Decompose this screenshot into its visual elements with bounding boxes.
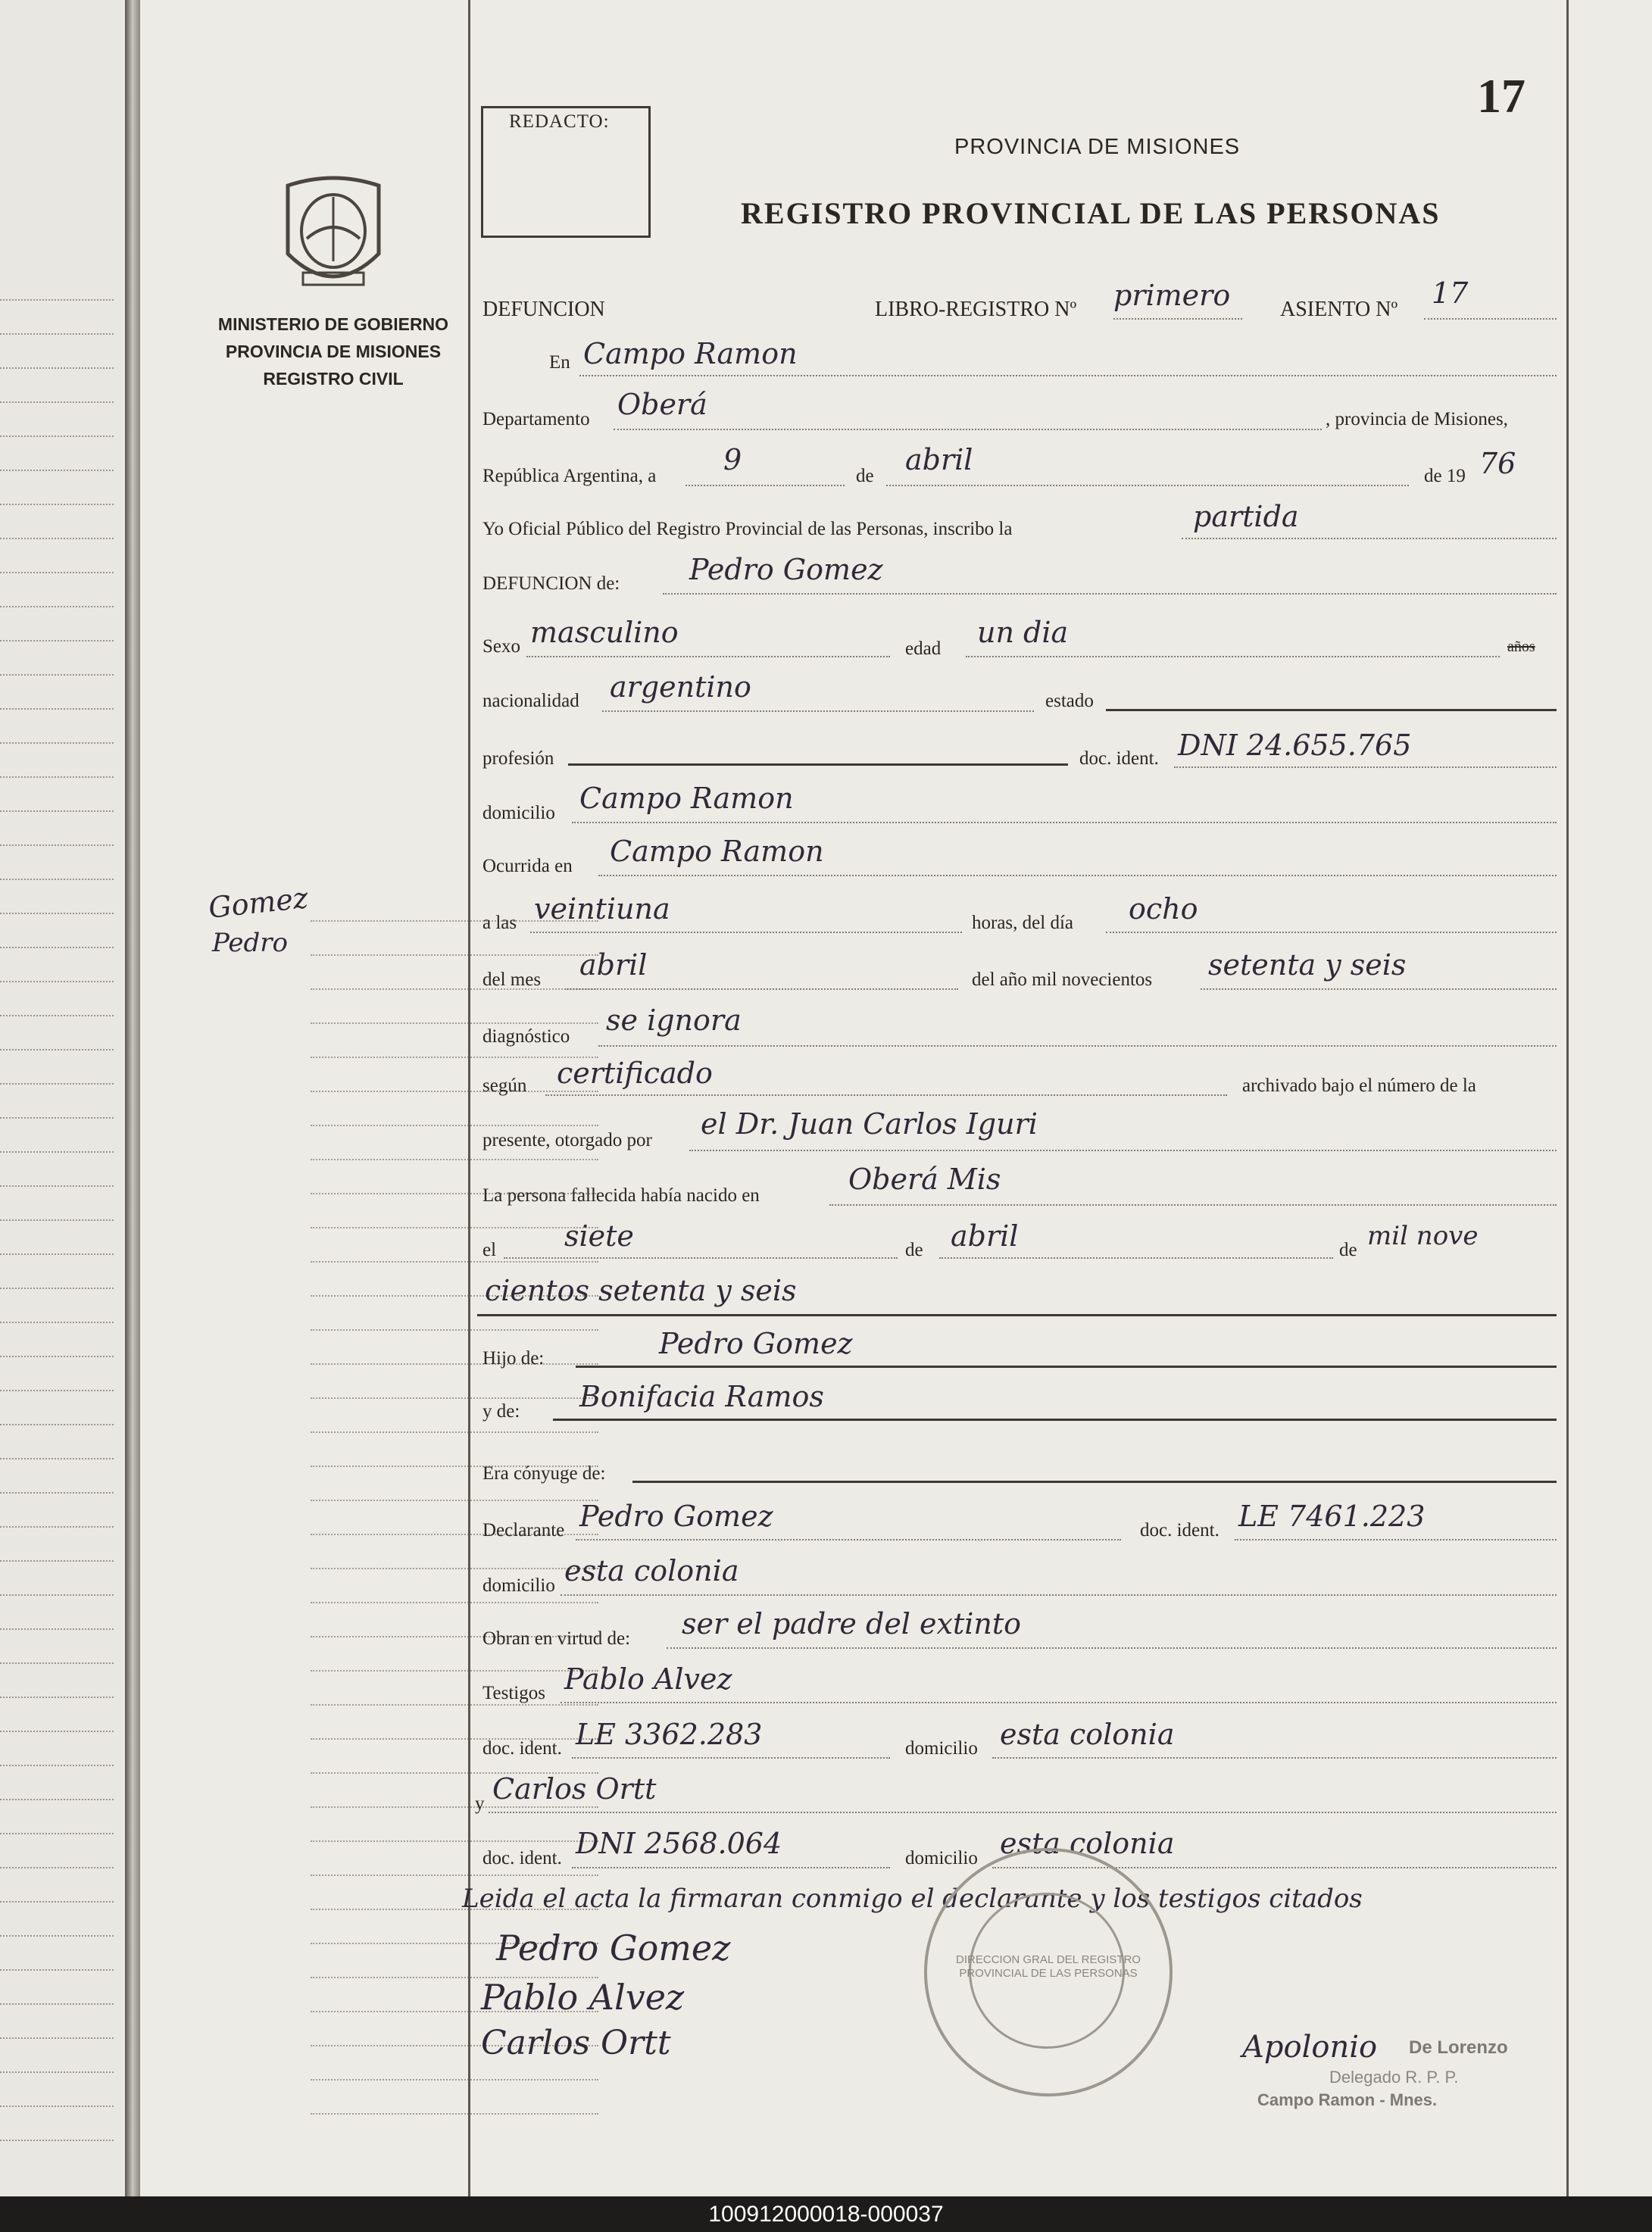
official-place-stamp: Campo Ramon - Mnes.	[1257, 2090, 1438, 2109]
nacido-label: La persona fallecida había nacido en	[482, 1185, 760, 1206]
nacionalidad-label: nacionalidad	[482, 691, 579, 711]
del-mes-label: del mes	[482, 969, 542, 990]
testigo2-value: Carlos Ortt	[492, 1772, 657, 1806]
en-label: En	[549, 352, 570, 373]
edad-label: edad	[905, 638, 942, 659]
right-border-line	[1566, 0, 1569, 2196]
decl-dom-label: domicilio	[482, 1575, 555, 1596]
registry-seal	[924, 1848, 1173, 2096]
ministry-block	[205, 311, 462, 392]
anio-mil-value: setenta y seis	[1208, 948, 1407, 982]
signature-witness1: Pablo Alvez	[481, 1977, 685, 2018]
de3-label: de	[1339, 1240, 1357, 1260]
anio-value: 76	[1479, 447, 1516, 480]
continuation-value: cientos setenta y seis	[485, 1274, 797, 1307]
t1-dom-label: domicilio	[905, 1738, 978, 1759]
t2-dom-label: domicilio	[905, 1848, 978, 1868]
hijo-label: Hijo de:	[482, 1348, 545, 1369]
el-label: el	[482, 1240, 497, 1260]
t2-doc-label: doc. ident.	[482, 1848, 562, 1868]
margin-note-name: Pedro	[212, 928, 288, 958]
obran-label: Obran en virtud de:	[482, 1628, 631, 1649]
testigos-value: Pablo Alvez	[564, 1662, 732, 1696]
archivado-label: archivado bajo el número de la	[1242, 1075, 1476, 1096]
ocurrida-label: Ocurrida en	[482, 856, 573, 876]
ocurrida-value: Campo Ramon	[610, 835, 824, 868]
diagnostico-value: se ignora	[606, 1004, 742, 1037]
nacido-value: Oberá Mis	[848, 1163, 1001, 1196]
page-number: 17	[1477, 69, 1526, 123]
presente-label: presente, otorgado por	[482, 1130, 652, 1150]
segun-value: certificado	[557, 1057, 713, 1090]
segun-label: según	[482, 1075, 527, 1096]
doc-ident-value: DNI 24.655.765	[1178, 729, 1412, 762]
decl-dom-value: esta colonia	[564, 1554, 739, 1587]
en-value: Campo Ramon	[583, 337, 798, 370]
conyuge-label: Era cónyuge de:	[482, 1463, 606, 1484]
doc-ident-label: doc. ident.	[1079, 748, 1159, 769]
y-de-label: y de:	[482, 1401, 520, 1422]
dia-value: 9	[723, 443, 742, 476]
profesion-label: profesión	[482, 748, 554, 769]
redacto-label: REDACTO:	[509, 111, 610, 132]
ministry-line2: PROVINCIA DE MISIONES	[225, 342, 442, 361]
mes-value: abril	[905, 443, 973, 476]
defuncion-heading: DEFUNCION	[482, 298, 605, 321]
signature-witness2: Carlos Ortt	[481, 2024, 671, 2062]
hijo-value: Pedro Gomez	[659, 1327, 853, 1360]
left-page	[0, 0, 127, 2196]
departamento-label: Departamento	[482, 409, 590, 429]
declarante-label: Declarante	[482, 1520, 565, 1541]
de-label: de	[856, 466, 874, 486]
signature-declarante: Pedro Gomez	[496, 1928, 731, 1968]
de2-label: de	[905, 1240, 923, 1260]
ministry-line1: MINISTERIO DE GOBIERNO	[217, 314, 449, 334]
closing-note: Leida el acta la firmaran conmigo el declarante y los testigos citados	[462, 1884, 1363, 1914]
book-spine	[125, 0, 140, 2196]
ministry-line3: REGISTRO CIVIL	[263, 369, 404, 389]
province-title: PROVINCIA DE MISIONES	[954, 135, 1241, 159]
presente-value: el Dr. Juan Carlos Iguri	[701, 1107, 1038, 1141]
el-value: siete	[564, 1219, 634, 1253]
del-mes-value: abril	[579, 948, 648, 982]
domicilio-label: domicilio	[482, 803, 555, 823]
defuncion-de-value: Pedro Gomez	[689, 553, 883, 586]
t1-doc-value: LE 3362.283	[576, 1718, 763, 1751]
libro-label: LIBRO-REGISTRO Nº	[875, 298, 1077, 321]
asiento-label: ASIENTO Nº	[1280, 298, 1398, 321]
provincia-label: , provincia de Misiones,	[1326, 409, 1508, 429]
de3-value: mil nove	[1367, 1221, 1479, 1251]
seal-text: DIRECCION GRAL DEL REGISTRO PROVINCIAL DE LAS PERSONAS	[956, 1953, 1141, 1980]
margin-note-surname: Gomez	[207, 881, 310, 925]
registry-title: REGISTRO PROVINCIAL DE LAS PERSONAS	[741, 196, 1441, 230]
t2-doc-value: DNI 2568.064	[576, 1827, 782, 1860]
testigos-label: Testigos	[482, 1683, 545, 1703]
estado-label: estado	[1045, 691, 1094, 711]
diagnostico-label: diagnóstico	[482, 1026, 570, 1047]
decl-doc-label: doc. ident.	[1140, 1520, 1219, 1541]
de19-label: de 19	[1424, 466, 1466, 486]
a-las-value: veintiuna	[534, 892, 670, 926]
republica-label: República Argentina, a	[482, 466, 657, 486]
nacionalidad-value: argentino	[610, 670, 751, 704]
departamento-value: Oberá	[617, 388, 707, 421]
t1-dom-value: esta colonia	[1000, 1718, 1175, 1751]
t1-doc-label: doc. ident.	[482, 1738, 562, 1759]
t2-dom-value: esta colonia	[1000, 1827, 1175, 1860]
defuncion-de-label: DEFUNCION de:	[482, 573, 620, 594]
obran-value: ser el padre del extinto	[682, 1607, 1022, 1640]
decl-doc-value: LE 7461.223	[1238, 1500, 1426, 1533]
de2-value: abril	[951, 1219, 1019, 1253]
sexo-value: masculino	[530, 616, 679, 649]
asiento-value: 17	[1432, 276, 1469, 310]
anos-label: años	[1507, 638, 1535, 655]
domicilio-value: Campo Ramon	[579, 782, 794, 815]
y-de-value: Bonifacia Ramos	[579, 1380, 824, 1413]
libro-value: primero	[1113, 279, 1231, 312]
anio-mil-label: del año mil novecientos	[972, 969, 1153, 990]
y-label: y	[475, 1793, 485, 1814]
redacto-box	[481, 106, 651, 238]
sexo-label: Sexo	[482, 636, 520, 657]
official-title-stamp: Delegado R. P. P.	[1329, 2068, 1459, 2087]
a-las-label: a las	[482, 913, 517, 933]
oficial-label: Yo Oficial Público del Registro Provincial de las Personas, inscribo la	[482, 519, 1013, 539]
oficial-value: partida	[1193, 500, 1299, 533]
official-name-stamp: De Lorenzo	[1409, 2037, 1508, 2058]
left-border-line	[468, 0, 470, 2196]
edad-value: un dia	[977, 616, 1069, 649]
coat-of-arms-icon	[276, 170, 390, 299]
horas-value: ocho	[1129, 892, 1198, 926]
declarante-value: Pedro Gomez	[579, 1500, 773, 1533]
horas-label: horas, del día	[972, 913, 1073, 933]
signature-official: Apolonio	[1242, 2030, 1378, 2065]
document-id-footer: 100912000018-000037	[0, 2196, 1652, 2232]
